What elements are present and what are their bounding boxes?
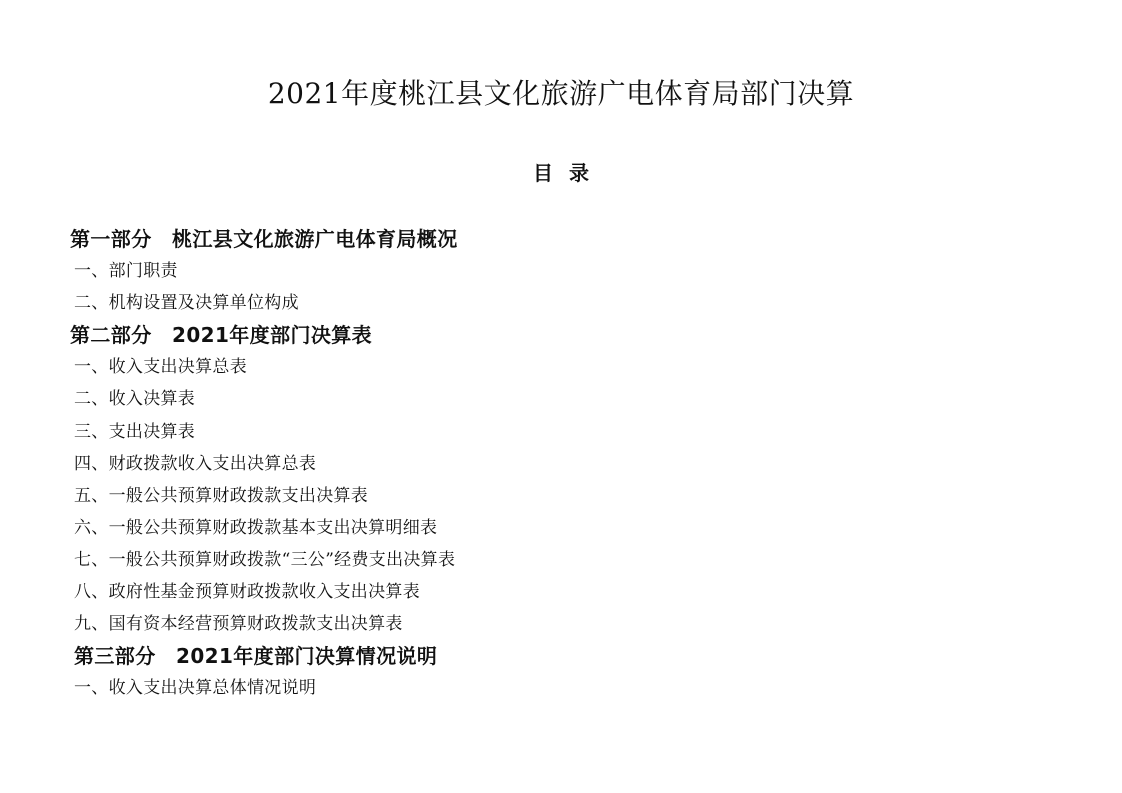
- document-title: 2021年度桃江县文化旅游广电体育局部门决算: [267, 77, 855, 110]
- toc-heading: 目录: [533, 161, 605, 185]
- toc-item: 六、一般公共预算财政拨款基本支出决算明细表: [74, 517, 438, 538]
- toc-item: 一、收入支出决算总表: [74, 357, 247, 378]
- toc-item: 一、收入支出决算总体情况说明: [74, 678, 317, 699]
- toc-item: 八、政府性基金预算财政拨款收入支出决算表: [74, 582, 420, 603]
- toc-part-3: 第三部分 2021年度部门决算情况说明: [74, 644, 438, 669]
- toc-item: 一、部门职责: [74, 261, 178, 282]
- toc-item: 二、收入决算表: [74, 389, 196, 410]
- toc-item: 二、机构设置及决算单位构成: [74, 293, 299, 314]
- toc-item: 四、财政拨款收入支出决算总表: [74, 453, 317, 474]
- table-of-contents: [70, 223, 1050, 704]
- toc-part-1: 第一部分 桃江县文化旅游广电体育局概况: [70, 227, 458, 251]
- toc-item: 五、一般公共预算财政拨款支出决算表: [74, 485, 369, 506]
- toc-item: 七、一般公共预算财政拨款“三公”经费支出决算表: [74, 549, 456, 570]
- toc-item: 九、国有资本经营预算财政拨款支出决算表: [74, 614, 403, 635]
- toc-item: 三、支出决算表: [74, 421, 196, 442]
- toc-part-2: 第二部分 2021年度部门决算表: [70, 323, 373, 348]
